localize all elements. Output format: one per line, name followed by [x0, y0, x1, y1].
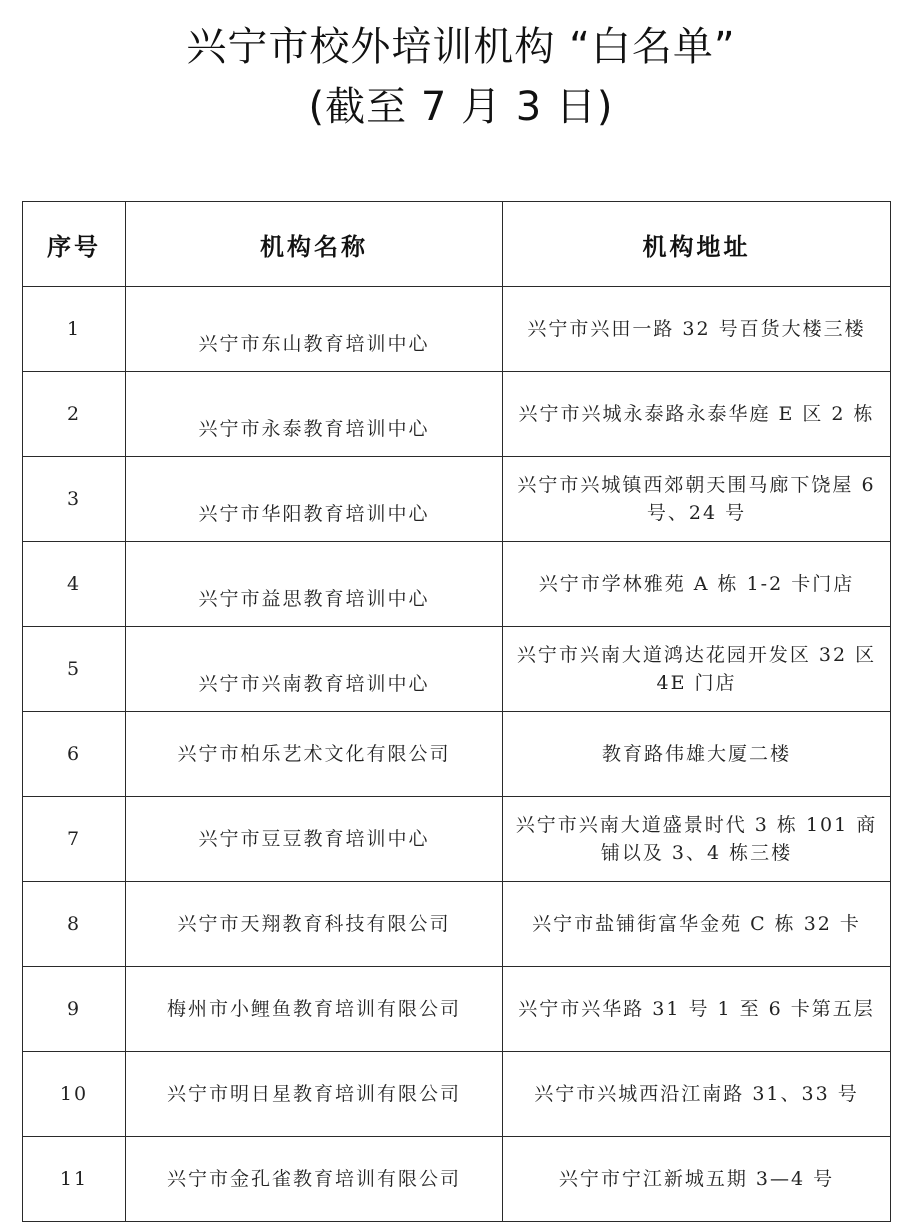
row-serial-number: 4 — [23, 542, 126, 627]
row-institution-address: 兴宁市兴城镇西郊朝天围马廊下饶屋 6 号、24 号 — [503, 457, 891, 542]
row-institution-name: 兴宁市东山教育培训中心 — [126, 287, 503, 372]
table-row — [23, 542, 891, 627]
row-institution-address: 兴宁市盐铺街富华金苑 C 栋 32 卡 — [503, 882, 891, 967]
header-institution-name: 机构名称 — [126, 202, 503, 287]
row-institution-address: 兴宁市兴城永泰路永泰华庭 E 区 2 栋 — [503, 372, 891, 457]
document-title: 兴宁市校外培训机构 “白名单” — [186, 24, 736, 70]
row-institution-name: 兴宁市柏乐艺术文化有限公司 — [126, 712, 503, 797]
table-header-row — [23, 202, 891, 287]
table-row — [23, 1137, 891, 1222]
row-serial-number: 5 — [23, 627, 126, 712]
row-serial-number: 10 — [23, 1052, 126, 1137]
row-serial-number: 9 — [23, 967, 126, 1052]
row-serial-number: 7 — [23, 797, 126, 882]
header-institution-address: 机构地址 — [503, 202, 891, 287]
row-institution-address: 兴宁市宁江新城五期 3—4 号 — [503, 1137, 891, 1222]
row-institution-name: 兴宁市金孔雀教育培训有限公司 — [126, 1137, 503, 1222]
document-subtitle-date: (截至 7 月 3 日) — [308, 84, 614, 130]
row-serial-number: 2 — [23, 372, 126, 457]
row-institution-name: 兴宁市兴南教育培训中心 — [126, 627, 503, 712]
row-institution-address: 兴宁市兴南大道鸿达花园开发区 32 区 4E 门店 — [503, 627, 891, 712]
table-row — [23, 287, 891, 372]
row-serial-number: 6 — [23, 712, 126, 797]
row-institution-name: 兴宁市豆豆教育培训中心 — [126, 797, 503, 882]
table-row — [23, 712, 891, 797]
row-institution-address: 兴宁市学林雅苑 A 栋 1-2 卡门店 — [503, 542, 891, 627]
row-institution-name: 梅州市小鲤鱼教育培训有限公司 — [126, 967, 503, 1052]
table-row — [23, 882, 891, 967]
table-row — [23, 372, 891, 457]
row-institution-address: 兴宁市兴田一路 32 号百货大楼三楼 — [503, 287, 891, 372]
row-institution-address: 兴宁市兴南大道盛景时代 3 栋 101 商铺以及 3、4 栋三楼 — [503, 797, 891, 882]
row-institution-name: 兴宁市明日星教育培训有限公司 — [126, 1052, 503, 1137]
row-serial-number: 1 — [23, 287, 126, 372]
header-serial-number: 序号 — [23, 202, 126, 287]
row-institution-address: 兴宁市兴城西沿江南路 31、33 号 — [503, 1052, 891, 1137]
row-serial-number: 3 — [23, 457, 126, 542]
table-row — [23, 797, 891, 882]
row-serial-number: 8 — [23, 882, 126, 967]
row-institution-name: 兴宁市华阳教育培训中心 — [126, 457, 503, 542]
table-row — [23, 1052, 891, 1137]
table-row — [23, 457, 891, 542]
table-row — [23, 967, 891, 1052]
row-institution-name: 兴宁市天翔教育科技有限公司 — [126, 882, 503, 967]
whitelist-table — [22, 201, 891, 1222]
row-institution-address: 兴宁市兴华路 31 号 1 至 6 卡第五层 — [503, 967, 891, 1052]
row-institution-address: 教育路伟雄大厦二楼 — [503, 712, 891, 797]
table-row — [23, 627, 891, 712]
row-institution-name: 兴宁市永泰教育培训中心 — [126, 372, 503, 457]
row-serial-number: 11 — [23, 1137, 126, 1222]
row-institution-name: 兴宁市益思教育培训中心 — [126, 542, 503, 627]
